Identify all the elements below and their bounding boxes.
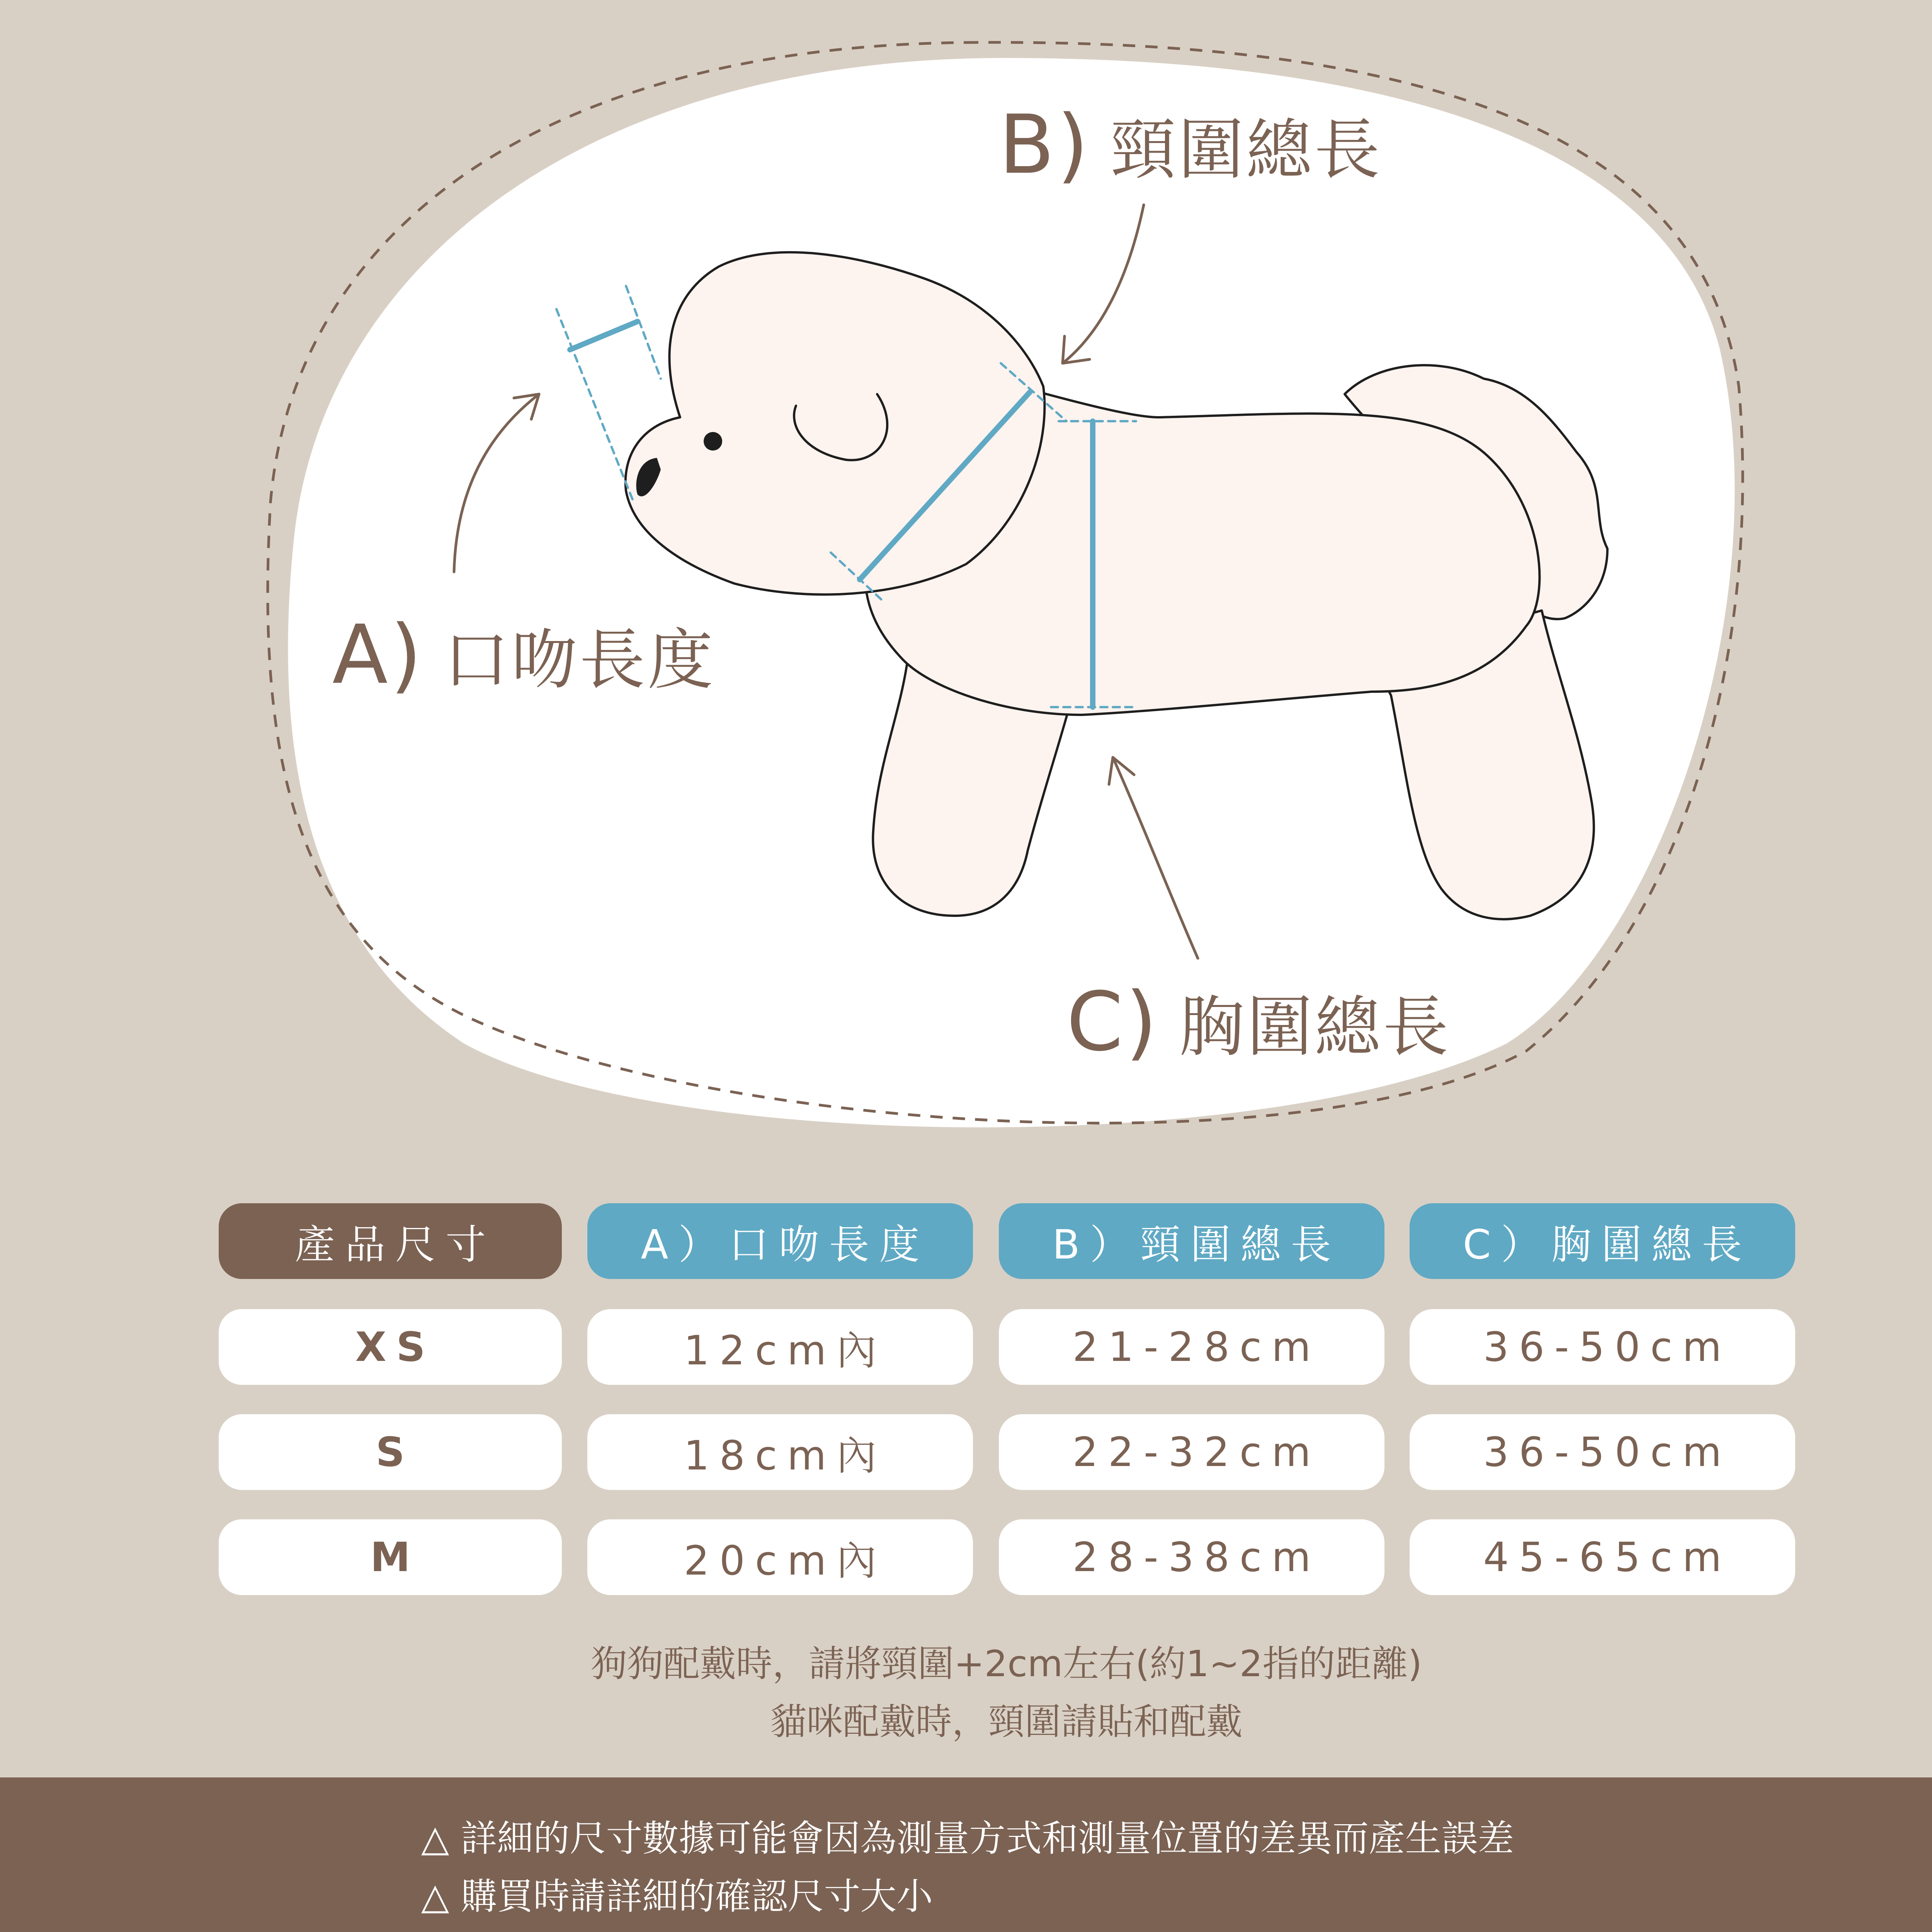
table-row-m-chest: 45-65cm: [1410, 1519, 1795, 1595]
label-b-text: 頸圍總長: [1110, 112, 1383, 189]
header-neck: B）頸圍總長: [999, 1203, 1384, 1279]
table-row-m-neck: 28-38cm: [999, 1519, 1384, 1595]
table-row-xs-neck: 21-28cm: [999, 1309, 1384, 1385]
warning-triangle-icon: △: [421, 1876, 449, 1918]
table-row-s-size: S: [219, 1414, 562, 1490]
table-row-m-size: M: [219, 1519, 562, 1595]
table-row-xs-muzzle: 12cm內: [587, 1309, 973, 1385]
label-a-text: 口吻長度: [443, 622, 716, 699]
table-row-s-chest: 36-50cm: [1410, 1414, 1795, 1490]
dog-eye: [704, 432, 722, 451]
table-row-m-muzzle: 20cm內: [587, 1519, 973, 1595]
label-c-letter: C): [1066, 975, 1160, 1069]
label-c-text: 胸圍總長: [1179, 989, 1451, 1066]
label-muzzle-length: [332, 607, 716, 702]
table-row-s-neck: 22-32cm: [999, 1414, 1384, 1490]
note-cat: 貓咪配戴時，頸圍請貼和配戴: [770, 1701, 1243, 1743]
warning-triangle-icon: △: [421, 1818, 449, 1860]
warning-text-1: 詳細的尺寸數據可能會因為測量方式和測量位置的差異而產生誤差: [461, 1818, 1514, 1860]
header-muzzle: A）口吻長度: [587, 1203, 973, 1279]
label-chest-length: [1066, 975, 1451, 1069]
warning-text-2: 購買時請詳細的確認尺寸大小: [461, 1876, 933, 1918]
note-dog: 狗狗配戴時，請將頸圍+2cm左右(約1~2指的距離): [590, 1643, 1422, 1685]
table-row-xs-size: XS: [219, 1309, 562, 1385]
header-size: 產品尺寸: [219, 1203, 562, 1279]
table-row-xs-chest: 36-50cm: [1410, 1309, 1795, 1385]
warning-line-1: [421, 1818, 1514, 1860]
label-neck-length: [999, 97, 1383, 192]
header-chest: C）胸圍總長: [1410, 1203, 1795, 1279]
label-b-letter: B): [999, 97, 1091, 192]
warning-line-2: [421, 1876, 933, 1918]
label-a-letter: A): [332, 607, 424, 702]
table-row-s-muzzle: 18cm內: [587, 1414, 973, 1490]
